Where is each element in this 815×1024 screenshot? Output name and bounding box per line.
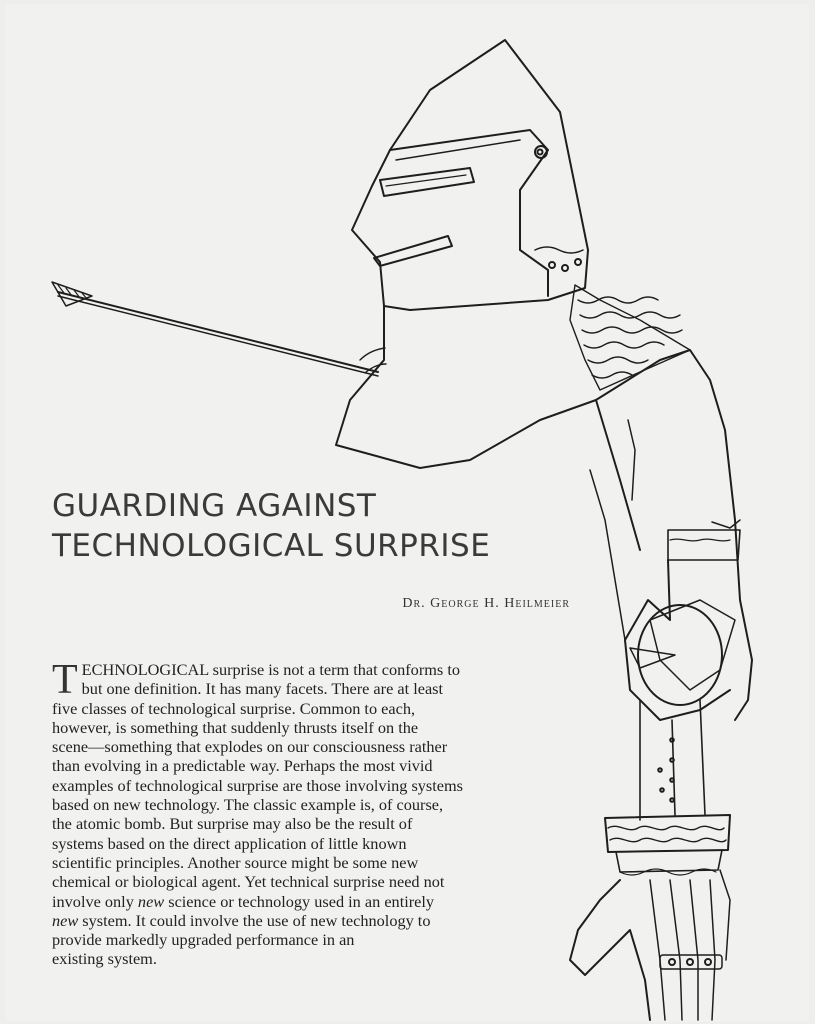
body-line-14-em: new xyxy=(52,910,79,930)
body-line-3: five classes of technological surprise. Common to each, xyxy=(52,698,416,718)
article-body xyxy=(52,657,592,969)
body-line-13-b: science or technology used in an entirely xyxy=(164,891,435,911)
body-line-5: scene—something that explodes on our consciousness rather xyxy=(52,737,448,757)
body-line-15: provide markedly upgraded performance in an xyxy=(52,930,355,950)
author-byline: Dr. George H. Heilmeier xyxy=(402,596,570,611)
body-line-13-a: involve only xyxy=(52,891,138,911)
body-line-6: than evolving in a predictable way. Perhaps the most vivid xyxy=(52,756,433,776)
arm-armor-icon xyxy=(625,520,740,820)
body-line-12: chemical or biological agent. Yet technical surprise need not xyxy=(52,872,445,892)
body-line-8: based on new technology. The classic example is, of course, xyxy=(52,795,444,815)
body-line-2: but one definition. It has many facets. There are at least xyxy=(81,679,444,699)
drop-cap: T xyxy=(52,657,78,703)
title-line-1: GUARDING AGAINST xyxy=(52,488,377,524)
body-line-10: systems based on the direct application of little known xyxy=(52,833,407,853)
body-line-14-b: system. It could involve the use of new technology to xyxy=(78,910,431,930)
article-title xyxy=(52,486,612,566)
body-line-7: examples of technological surprise are those involving systems xyxy=(52,775,464,795)
helmet-icon xyxy=(352,40,588,310)
arrow-icon xyxy=(52,282,378,376)
body-line-13 xyxy=(52,892,592,911)
gauntlet-cuff-icon xyxy=(605,815,730,875)
body-line-11: scientific principles. Another source might be some new xyxy=(52,852,419,872)
body-line-13-em: new xyxy=(137,891,165,911)
body-line-16: existing system. xyxy=(52,949,157,969)
body-line-4: however, is something that suddenly thrusts itself on the xyxy=(52,717,419,737)
body-line-1: ECHNOLOGICAL surprise is not a term that conforms to xyxy=(81,660,460,679)
body-line-14 xyxy=(52,911,592,930)
title-line-2: TECHNOLOGICAL SURPRISE xyxy=(52,528,491,564)
body-line-9: the atomic bomb. But surprise may also be the result of xyxy=(52,814,413,834)
gauntlet-hand-icon xyxy=(570,870,730,1020)
